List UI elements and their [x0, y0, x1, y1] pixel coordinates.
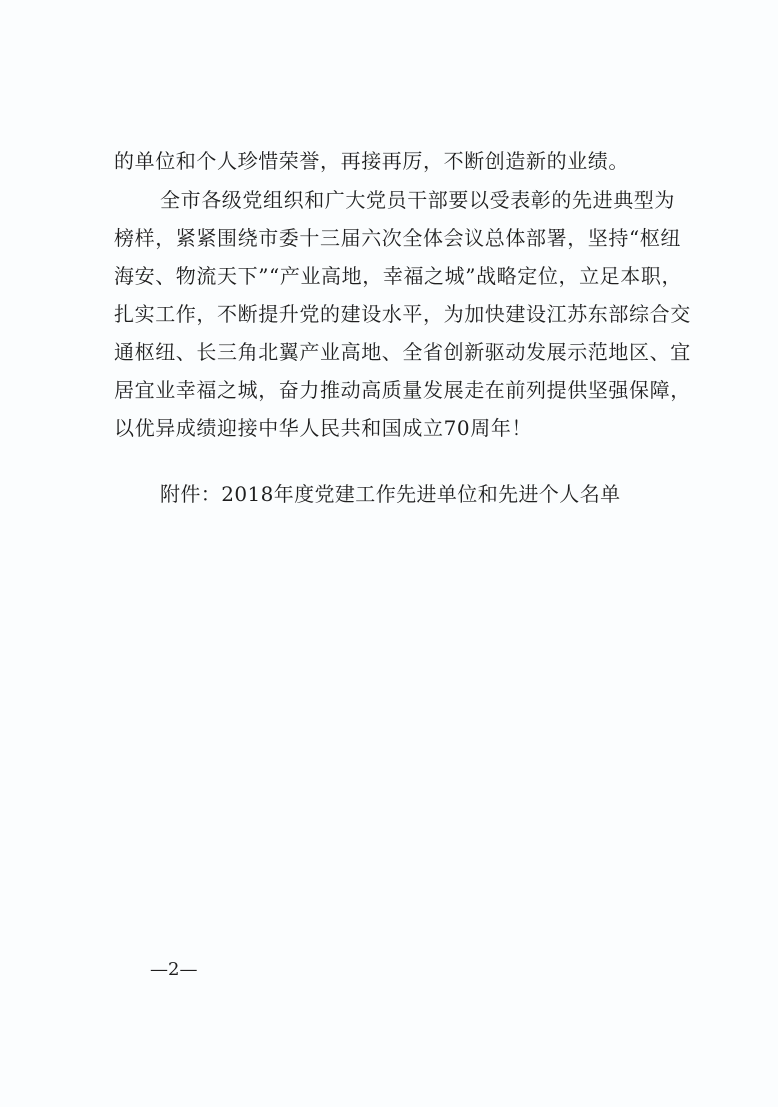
body-text-line: 的单位和个人珍惜荣誉，再接再厉，不断创造新的业绩。 [114, 149, 629, 173]
body-text-line: 全市各级党组织和广大党员干部要以受表彰的先进典型为 [160, 188, 675, 212]
body-text-line: 榜样，紧紧围绕市委十三届六次全体会议总体部署，坚持“枢纽 [114, 226, 682, 250]
body-text-line: 海安、物流天下”“产业高地，幸福之城”战略定位，立足本职， [114, 264, 683, 288]
body-text-line: 居宜业幸福之城，奋力推动高质量发展走在前列提供坚强保障， [114, 378, 691, 402]
attachment-note: 附件：2018年度党建工作先进单位和先进个人名单 [160, 482, 621, 506]
body-text-line: 以优异成绩迎接中华人民共和国成立70周年！ [114, 416, 533, 440]
body-text-line: 扎实工作，不断提升党的建设水平，为加快建设江苏东部综合交 [114, 302, 691, 326]
body-text-line: 通枢纽、长三角北翼产业高地、全省创新驱动发展示范地区、宜 [114, 340, 691, 364]
page-number: —2— [150, 959, 198, 980]
